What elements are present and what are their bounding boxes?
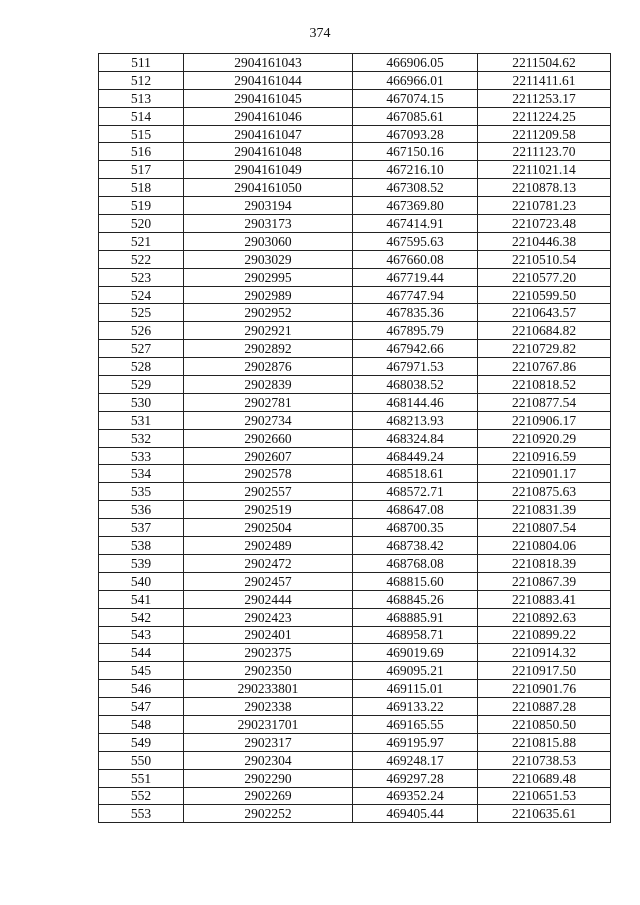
row-number-cell: 539 <box>99 554 184 572</box>
row-number-cell: 532 <box>99 429 184 447</box>
row-number-cell: 545 <box>99 662 184 680</box>
x-coordinate-cell: 468518.61 <box>353 465 478 483</box>
y-coordinate-cell: 2210577.20 <box>478 268 611 286</box>
y-coordinate-cell: 2210867.39 <box>478 572 611 590</box>
point-id-cell: 2903060 <box>184 232 353 250</box>
y-coordinate-cell: 2210916.59 <box>478 447 611 465</box>
table-row <box>99 304 611 322</box>
y-coordinate-cell: 2210920.29 <box>478 429 611 447</box>
point-id-cell: 2903029 <box>184 250 353 268</box>
y-coordinate-cell: 2210875.63 <box>478 483 611 501</box>
row-number-cell: 522 <box>99 250 184 268</box>
table-row <box>99 322 611 340</box>
row-number-cell: 553 <box>99 805 184 823</box>
y-coordinate-cell: 2210901.17 <box>478 465 611 483</box>
table-row <box>99 107 611 125</box>
row-number-cell: 546 <box>99 680 184 698</box>
x-coordinate-cell: 468038.52 <box>353 376 478 394</box>
y-coordinate-cell: 2210643.57 <box>478 304 611 322</box>
x-coordinate-cell: 468572.71 <box>353 483 478 501</box>
x-coordinate-cell: 469405.44 <box>353 805 478 823</box>
row-number-cell: 514 <box>99 107 184 125</box>
x-coordinate-cell: 468449.24 <box>353 447 478 465</box>
row-number-cell: 521 <box>99 232 184 250</box>
point-id-cell: 2902839 <box>184 376 353 394</box>
y-coordinate-cell: 2211021.14 <box>478 161 611 179</box>
table-row <box>99 787 611 805</box>
x-coordinate-cell: 468958.71 <box>353 626 478 644</box>
row-number-cell: 524 <box>99 286 184 304</box>
point-id-cell: 2902489 <box>184 537 353 555</box>
row-number-cell: 551 <box>99 769 184 787</box>
row-number-cell: 528 <box>99 358 184 376</box>
point-id-cell: 2902876 <box>184 358 353 376</box>
table-row <box>99 143 611 161</box>
table-row <box>99 215 611 233</box>
row-number-cell: 511 <box>99 54 184 72</box>
table-row <box>99 447 611 465</box>
x-coordinate-cell: 469095.21 <box>353 662 478 680</box>
table-row <box>99 733 611 751</box>
point-id-cell: 2902995 <box>184 268 353 286</box>
y-coordinate-cell: 2210901.76 <box>478 680 611 698</box>
x-coordinate-cell: 468845.26 <box>353 590 478 608</box>
row-number-cell: 523 <box>99 268 184 286</box>
table-row <box>99 125 611 143</box>
row-number-cell: 542 <box>99 608 184 626</box>
y-coordinate-cell: 2210878.13 <box>478 179 611 197</box>
point-id-cell: 2902504 <box>184 519 353 537</box>
point-id-cell: 2902290 <box>184 769 353 787</box>
row-number-cell: 543 <box>99 626 184 644</box>
table-row <box>99 501 611 519</box>
point-id-cell: 2902304 <box>184 751 353 769</box>
row-number-cell: 512 <box>99 71 184 89</box>
y-coordinate-cell: 2210818.39 <box>478 554 611 572</box>
x-coordinate-cell: 467074.15 <box>353 89 478 107</box>
point-id-cell: 290233801 <box>184 680 353 698</box>
y-coordinate-cell: 2211411.61 <box>478 71 611 89</box>
table-row <box>99 554 611 572</box>
point-id-cell: 2904161048 <box>184 143 353 161</box>
row-number-cell: 538 <box>99 537 184 555</box>
y-coordinate-cell: 2210877.54 <box>478 393 611 411</box>
point-id-cell: 2904161046 <box>184 107 353 125</box>
row-number-cell: 516 <box>99 143 184 161</box>
table-row <box>99 644 611 662</box>
point-id-cell: 2902472 <box>184 554 353 572</box>
point-id-cell: 2902578 <box>184 465 353 483</box>
y-coordinate-cell: 2210723.48 <box>478 215 611 233</box>
y-coordinate-cell: 2210729.82 <box>478 340 611 358</box>
table-row <box>99 769 611 787</box>
point-id-cell: 2902952 <box>184 304 353 322</box>
row-number-cell: 533 <box>99 447 184 465</box>
x-coordinate-cell: 468738.42 <box>353 537 478 555</box>
x-coordinate-cell: 469297.28 <box>353 769 478 787</box>
y-coordinate-cell: 2210899.22 <box>478 626 611 644</box>
x-coordinate-cell: 467308.52 <box>353 179 478 197</box>
y-coordinate-cell: 2210818.52 <box>478 376 611 394</box>
y-coordinate-cell: 2210781.23 <box>478 197 611 215</box>
point-id-cell: 2904161045 <box>184 89 353 107</box>
x-coordinate-cell: 468144.46 <box>353 393 478 411</box>
point-id-cell: 2902892 <box>184 340 353 358</box>
table-row <box>99 54 611 72</box>
table-row <box>99 268 611 286</box>
row-number-cell: 517 <box>99 161 184 179</box>
y-coordinate-cell: 2210599.50 <box>478 286 611 304</box>
table-row <box>99 71 611 89</box>
x-coordinate-cell: 467085.61 <box>353 107 478 125</box>
row-number-cell: 544 <box>99 644 184 662</box>
y-coordinate-cell: 2210804.06 <box>478 537 611 555</box>
point-id-cell: 2902317 <box>184 733 353 751</box>
y-coordinate-cell: 2210906.17 <box>478 411 611 429</box>
x-coordinate-cell: 467150.16 <box>353 143 478 161</box>
table-row <box>99 250 611 268</box>
y-coordinate-cell: 2211253.17 <box>478 89 611 107</box>
x-coordinate-cell: 469165.55 <box>353 715 478 733</box>
row-number-cell: 534 <box>99 465 184 483</box>
x-coordinate-cell: 468815.60 <box>353 572 478 590</box>
y-coordinate-cell: 2210807.54 <box>478 519 611 537</box>
point-id-cell: 2904161047 <box>184 125 353 143</box>
x-coordinate-cell: 467971.53 <box>353 358 478 376</box>
coordinates-table <box>98 53 611 823</box>
point-id-cell: 2902607 <box>184 447 353 465</box>
row-number-cell: 550 <box>99 751 184 769</box>
x-coordinate-cell: 469133.22 <box>353 698 478 716</box>
x-coordinate-cell: 467660.08 <box>353 250 478 268</box>
x-coordinate-cell: 469248.17 <box>353 751 478 769</box>
point-id-cell: 2902444 <box>184 590 353 608</box>
point-id-cell: 2904161043 <box>184 54 353 72</box>
x-coordinate-cell: 467747.94 <box>353 286 478 304</box>
row-number-cell: 531 <box>99 411 184 429</box>
x-coordinate-cell: 469115.01 <box>353 680 478 698</box>
point-id-cell: 2902781 <box>184 393 353 411</box>
row-number-cell: 535 <box>99 483 184 501</box>
y-coordinate-cell: 2210917.50 <box>478 662 611 680</box>
y-coordinate-cell: 2210892.63 <box>478 608 611 626</box>
point-id-cell: 2902350 <box>184 662 353 680</box>
table-row <box>99 590 611 608</box>
point-id-cell: 2902252 <box>184 805 353 823</box>
table-row <box>99 179 611 197</box>
y-coordinate-cell: 2210651.53 <box>478 787 611 805</box>
table-row <box>99 232 611 250</box>
row-number-cell: 548 <box>99 715 184 733</box>
table-row <box>99 680 611 698</box>
point-id-cell: 2904161044 <box>184 71 353 89</box>
x-coordinate-cell: 467369.80 <box>353 197 478 215</box>
x-coordinate-cell: 467216.10 <box>353 161 478 179</box>
y-coordinate-cell: 2210767.86 <box>478 358 611 376</box>
row-number-cell: 527 <box>99 340 184 358</box>
y-coordinate-cell: 2210914.32 <box>478 644 611 662</box>
point-id-cell: 2902660 <box>184 429 353 447</box>
table-row <box>99 89 611 107</box>
point-id-cell: 2902375 <box>184 644 353 662</box>
table-row <box>99 411 611 429</box>
row-number-cell: 519 <box>99 197 184 215</box>
point-id-cell: 2902989 <box>184 286 353 304</box>
point-id-cell: 2903194 <box>184 197 353 215</box>
y-coordinate-cell: 2210883.41 <box>478 590 611 608</box>
table-row <box>99 340 611 358</box>
point-id-cell: 290231701 <box>184 715 353 733</box>
point-id-cell: 2904161050 <box>184 179 353 197</box>
page-number: 374 <box>309 26 331 41</box>
point-id-cell: 2902338 <box>184 698 353 716</box>
table-row <box>99 698 611 716</box>
table-row <box>99 715 611 733</box>
point-id-cell: 2903173 <box>184 215 353 233</box>
table-row <box>99 519 611 537</box>
point-id-cell: 2904161049 <box>184 161 353 179</box>
row-number-cell: 547 <box>99 698 184 716</box>
x-coordinate-cell: 469195.97 <box>353 733 478 751</box>
point-id-cell: 2902401 <box>184 626 353 644</box>
row-number-cell: 520 <box>99 215 184 233</box>
x-coordinate-cell: 467093.28 <box>353 125 478 143</box>
row-number-cell: 541 <box>99 590 184 608</box>
row-number-cell: 536 <box>99 501 184 519</box>
table-row <box>99 465 611 483</box>
row-number-cell: 525 <box>99 304 184 322</box>
x-coordinate-cell: 468647.08 <box>353 501 478 519</box>
x-coordinate-cell: 468700.35 <box>353 519 478 537</box>
row-number-cell: 515 <box>99 125 184 143</box>
table-row <box>99 376 611 394</box>
y-coordinate-cell: 2210635.61 <box>478 805 611 823</box>
table-row <box>99 662 611 680</box>
row-number-cell: 513 <box>99 89 184 107</box>
point-id-cell: 2902269 <box>184 787 353 805</box>
x-coordinate-cell: 466966.01 <box>353 71 478 89</box>
row-number-cell: 549 <box>99 733 184 751</box>
row-number-cell: 537 <box>99 519 184 537</box>
row-number-cell: 518 <box>99 179 184 197</box>
table-row <box>99 751 611 769</box>
table-body <box>99 54 611 823</box>
y-coordinate-cell: 2210510.54 <box>478 250 611 268</box>
table-row <box>99 161 611 179</box>
table-row <box>99 483 611 501</box>
x-coordinate-cell: 467835.36 <box>353 304 478 322</box>
y-coordinate-cell: 2211504.62 <box>478 54 611 72</box>
x-coordinate-cell: 467942.66 <box>353 340 478 358</box>
table-row <box>99 429 611 447</box>
x-coordinate-cell: 469019.69 <box>353 644 478 662</box>
point-id-cell: 2902519 <box>184 501 353 519</box>
x-coordinate-cell: 468213.93 <box>353 411 478 429</box>
row-number-cell: 530 <box>99 393 184 411</box>
x-coordinate-cell: 467414.91 <box>353 215 478 233</box>
x-coordinate-cell: 469352.24 <box>353 787 478 805</box>
point-id-cell: 2902734 <box>184 411 353 429</box>
x-coordinate-cell: 468324.84 <box>353 429 478 447</box>
point-id-cell: 2902921 <box>184 322 353 340</box>
table-row <box>99 197 611 215</box>
y-coordinate-cell: 2210446.38 <box>478 232 611 250</box>
table-row <box>99 286 611 304</box>
y-coordinate-cell: 2210831.39 <box>478 501 611 519</box>
y-coordinate-cell: 2210815.88 <box>478 733 611 751</box>
row-number-cell: 540 <box>99 572 184 590</box>
x-coordinate-cell: 468768.08 <box>353 554 478 572</box>
table-row <box>99 537 611 555</box>
y-coordinate-cell: 2210887.28 <box>478 698 611 716</box>
x-coordinate-cell: 467895.79 <box>353 322 478 340</box>
row-number-cell: 552 <box>99 787 184 805</box>
table-row <box>99 393 611 411</box>
x-coordinate-cell: 467719.44 <box>353 268 478 286</box>
table-row <box>99 805 611 823</box>
table-row <box>99 608 611 626</box>
x-coordinate-cell: 467595.63 <box>353 232 478 250</box>
y-coordinate-cell: 2211209.58 <box>478 125 611 143</box>
x-coordinate-cell: 468885.91 <box>353 608 478 626</box>
y-coordinate-cell: 2210689.48 <box>478 769 611 787</box>
y-coordinate-cell: 2210738.53 <box>478 751 611 769</box>
row-number-cell: 526 <box>99 322 184 340</box>
point-id-cell: 2902423 <box>184 608 353 626</box>
table-row <box>99 572 611 590</box>
y-coordinate-cell: 2211224.25 <box>478 107 611 125</box>
table-row <box>99 358 611 376</box>
y-coordinate-cell: 2210684.82 <box>478 322 611 340</box>
y-coordinate-cell: 2210850.50 <box>478 715 611 733</box>
row-number-cell: 529 <box>99 376 184 394</box>
point-id-cell: 2902557 <box>184 483 353 501</box>
x-coordinate-cell: 466906.05 <box>353 54 478 72</box>
point-id-cell: 2902457 <box>184 572 353 590</box>
table-row <box>99 626 611 644</box>
y-coordinate-cell: 2211123.70 <box>478 143 611 161</box>
